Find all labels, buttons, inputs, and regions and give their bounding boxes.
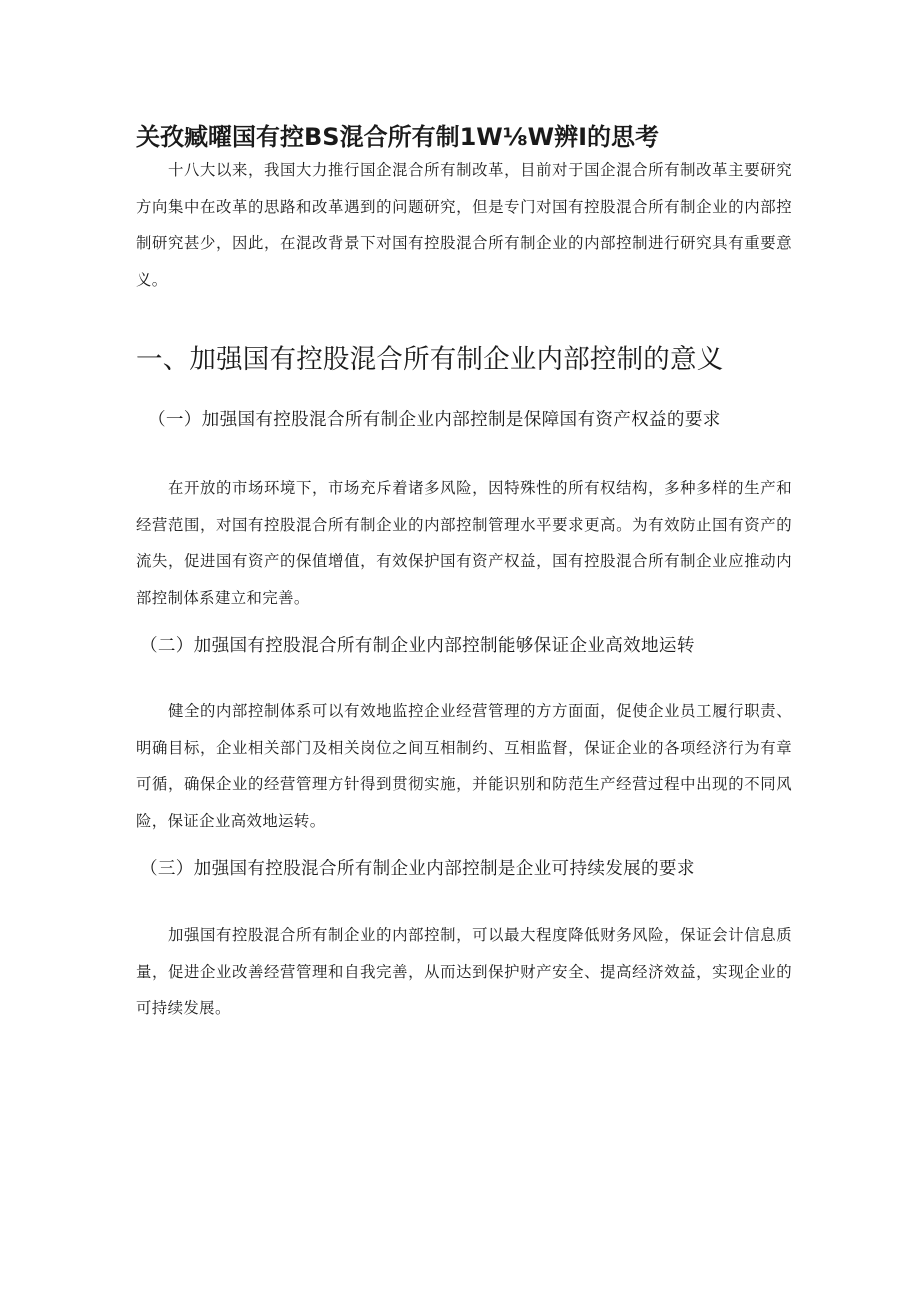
subsection-body-1: 在开放的市场环境下，市场充斥着诸多风险，因特殊性的所有权结构，多种多样的生产和经营范围，对国有控股混合所有制企业的内部控制管理水平要求更高。为有效防止国有资产的流失，促进国有资产的保值增值，有效保护国有资产权益，国有控股混合所有制企业应推动内部控制体系建立和完善。 [136, 479, 792, 607]
subsection-body-2: 健全的内部控制体系可以有效地监控企业经营管理的方方面面，促使企业员工履行职责、明确目标，企业相关部门及相关岗位之间互相制约、互相监督，保证企业的各项经济行为有章可循，确保企业的经营管理方针得到贯彻实施，并能识别和防范生产经营过程中出现的不同风险，保证企业高效地运转。 [136, 702, 792, 830]
subsection-heading-1: （一）加强国有控股混合所有制企业内部控制是保障国有资产权益的要求 [148, 410, 721, 430]
subsection-heading-2: （二）加强国有控股混合所有制企业内部控制能够保证企业高效地运转 [140, 636, 695, 656]
subsection-body-3: 加强国有控股混合所有制企业的内部控制，可以最大程度降低财务风险，保证会计信息质量，促进企业改善经营管理和自我完善，从而达到保护财产安全、提高经济效益，实现企业的可持续发展。 [136, 926, 792, 1017]
subsection-heading-3: （三）加强国有控股混合所有制企业内部控制是企业可持续发展的要求 [140, 859, 695, 879]
document-title: 关孜臧曜国有控BS混合所有制1W⅛W辨I的思考 [136, 123, 659, 151]
section-heading-1: 一、加强国有控股混合所有制企业内部控制的意义 [136, 344, 724, 375]
intro-paragraph: 十八大以来，我国大力推行国企混合所有制改革，目前对于国企混合所有制改革主要研究方向集中在改革的思路和改革遇到的问题研究，但是专门对国有控股混合所有制企业的内部控制研究甚少，因此，在混改背景下对国有控股混合所有制企业的内部控制进行研究具有重要意义。 [136, 161, 792, 289]
